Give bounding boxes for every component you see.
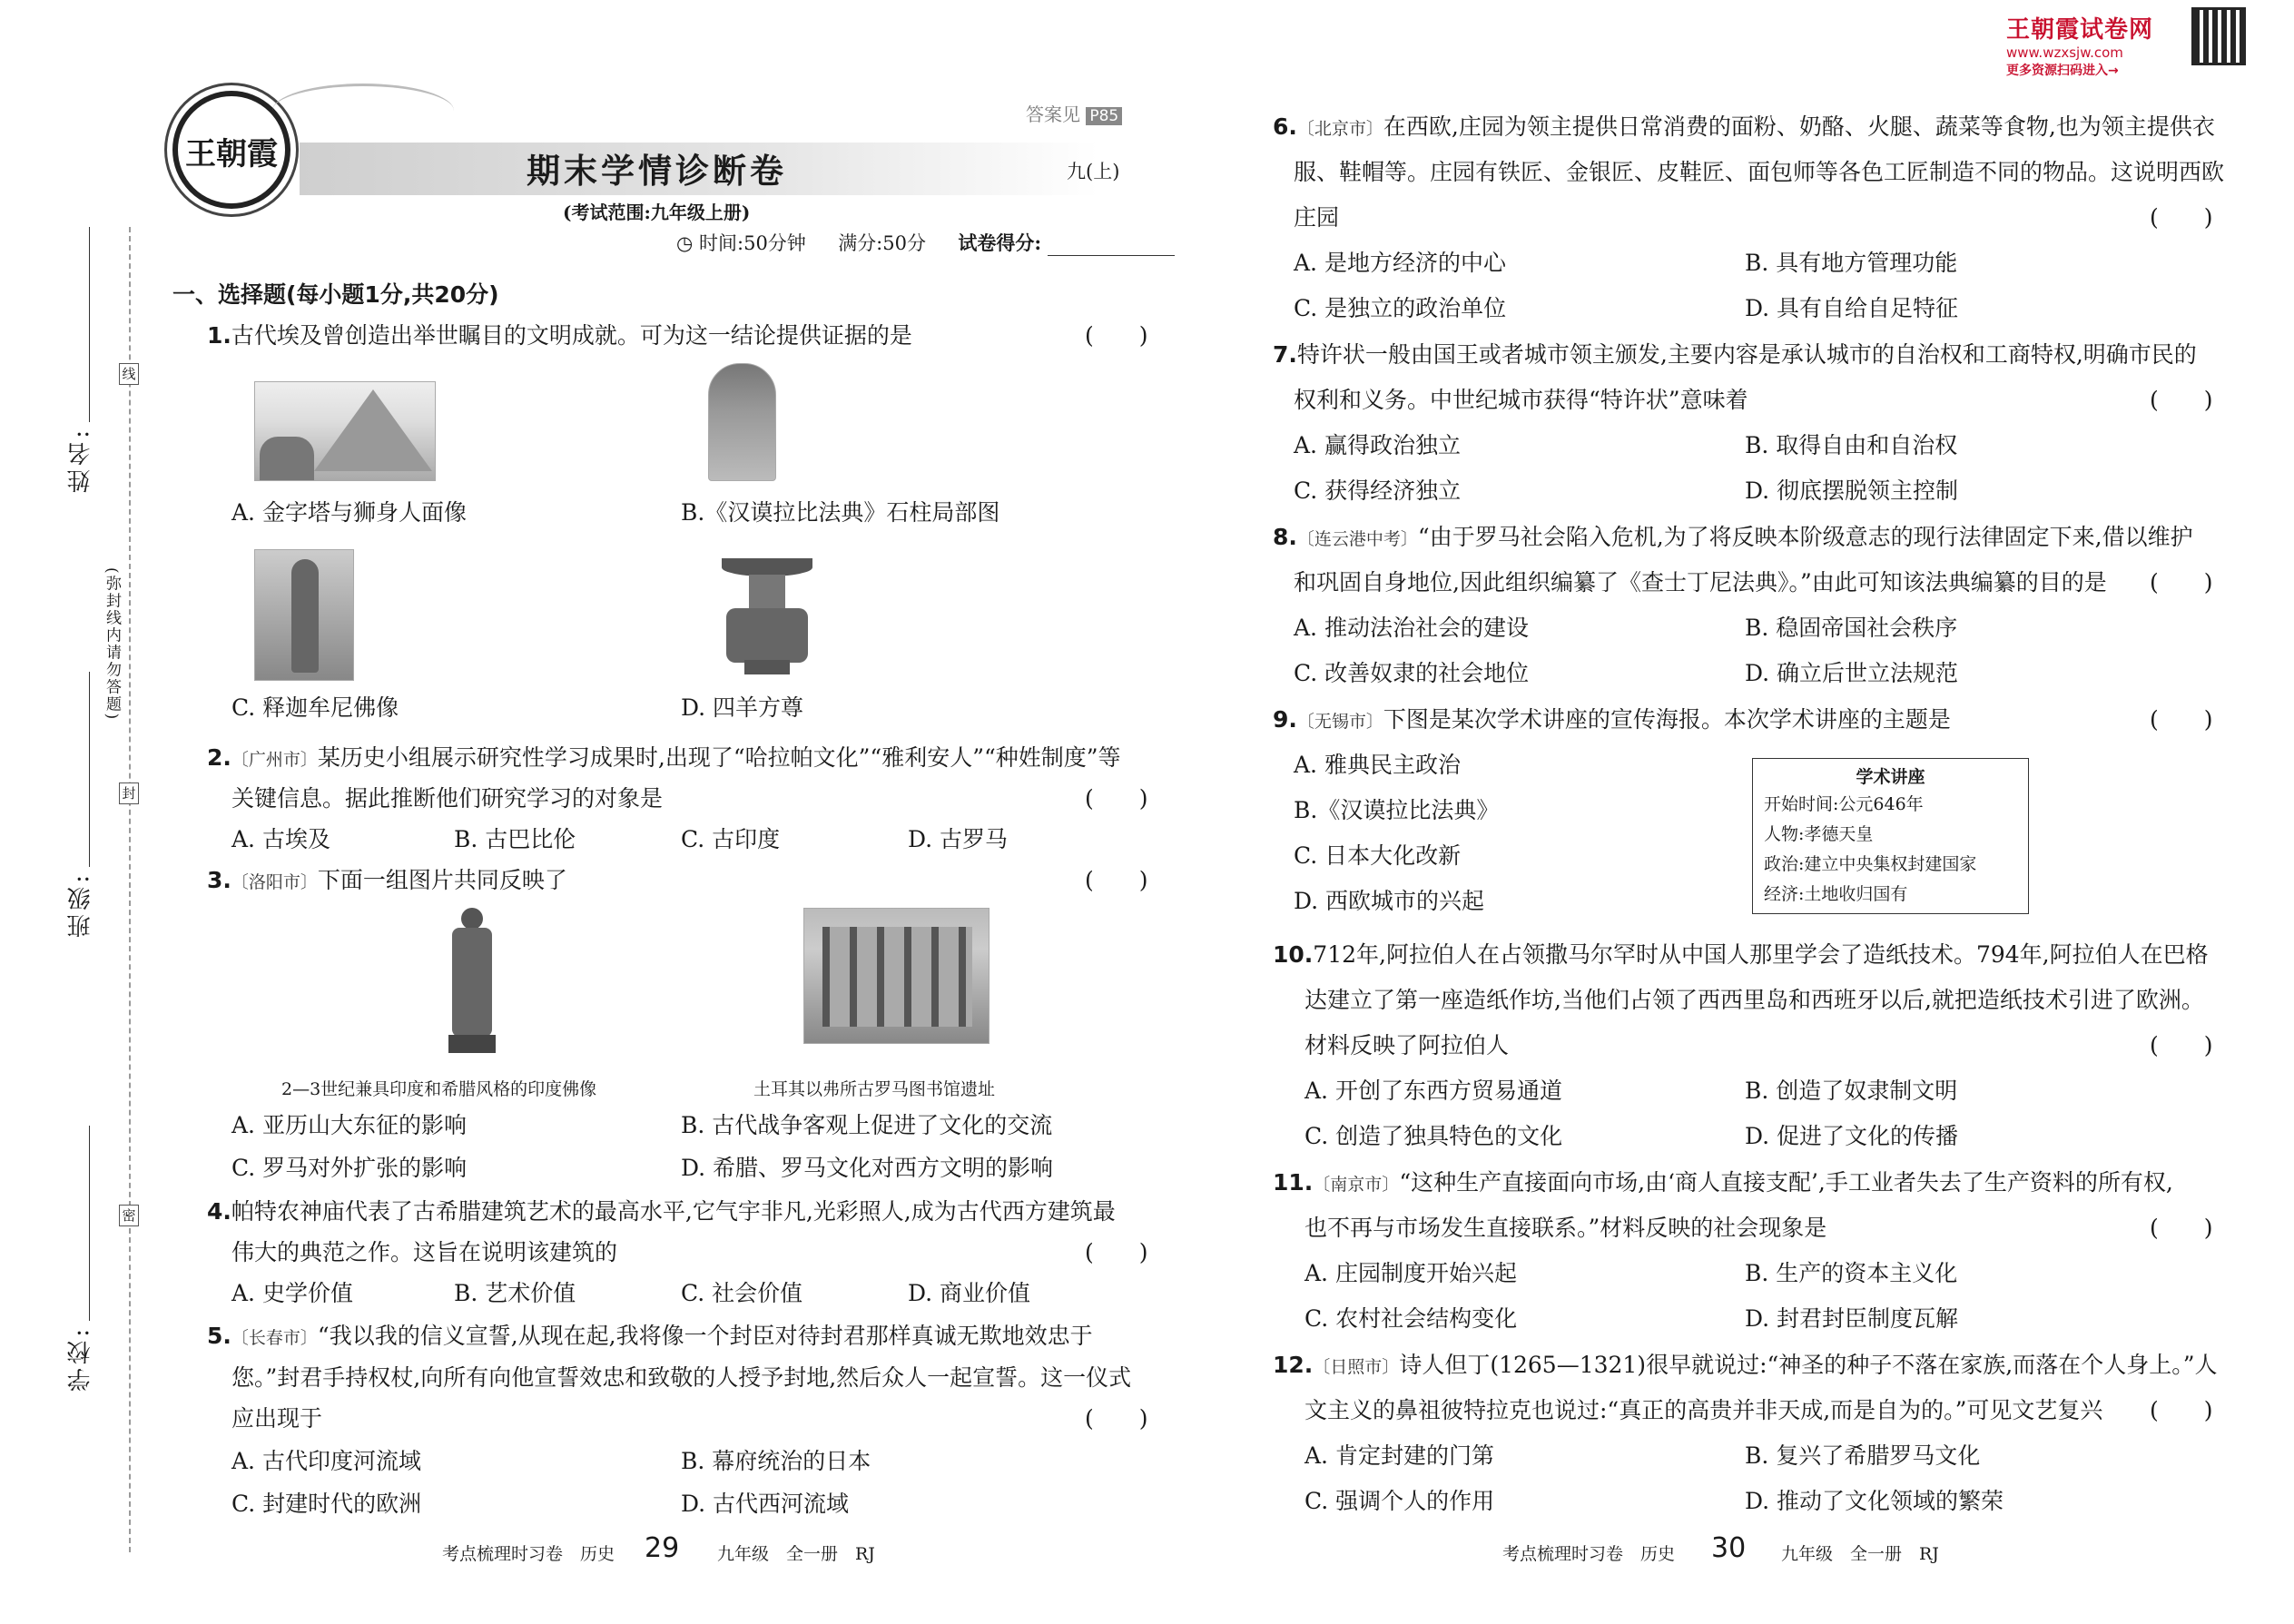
poster-title: 学术讲座 (1856, 767, 1925, 787)
q8-line-2: 和巩固自身地位,因此组织编纂了《查士丁尼法典》。”由此可知该法典编纂的目的是 (1294, 569, 2107, 595)
q6-line-2: 服、鞋帽等。庄园有铁匠、金银匠、皮鞋匠、面包师等各色工匠制造不同的物品。这说明西欧 (1294, 159, 2225, 185)
q12-option-d[interactable]: D. 推动了文化领域的繁荣 (1745, 1488, 2004, 1514)
q4-option-c[interactable]: C. 社会价值 (681, 1280, 803, 1306)
exam-score-blank[interactable] (1048, 238, 1175, 256)
question-10: 10.712年,阿拉伯人在占领撒马尔罕时从中国人那里学会了造纸技术。794年,阿拉伯人在巴格 (1273, 941, 2209, 968)
q1-option-b[interactable]: B.《汉谟拉比法典》石柱局部图 (681, 499, 1000, 526)
q5-answer-paren[interactable]: ( ) (1085, 1405, 1148, 1432)
q6-option-c[interactable]: C. 是独立的政治单位 (1294, 295, 1507, 321)
q1-option-d[interactable]: D. 四羊方尊 (681, 694, 804, 721)
poster-line-2: 人物:孝德天皇 (1764, 824, 1874, 844)
q9-option-a[interactable]: A. 雅典民主政治 (1294, 752, 1461, 778)
q8-answer-paren[interactable]: ( ) (2150, 569, 2213, 595)
q7-option-d[interactable]: D. 彻底摆脱领主控制 (1745, 477, 1959, 504)
q5-line-3: 应出现于 (231, 1405, 323, 1432)
exam-full-score: 满分:50分 (838, 232, 926, 254)
q12-option-c[interactable]: C. 强调个人的作用 (1305, 1488, 1495, 1514)
q2-option-d[interactable]: D. 古罗马 (908, 826, 1009, 852)
q6-option-d[interactable]: D. 具有自给自足特征 (1745, 295, 1959, 321)
q8-option-d[interactable]: D. 确立后世立法规范 (1745, 660, 1959, 686)
q4-option-d[interactable]: D. 商业价值 (908, 1280, 1031, 1306)
exam-scope: (考试范围:九年级上册) (563, 202, 751, 223)
image-gandhara-buddha (445, 908, 499, 1053)
q10-option-b[interactable]: B. 创造了奴隶制文明 (1745, 1078, 1958, 1104)
poster-line-1: 开始时间:公元646年 (1764, 794, 1924, 814)
q3-option-d[interactable]: D. 希腊、罗马文化对西方文明的影响 (681, 1155, 1054, 1181)
q3-answer-paren[interactable]: ( ) (1085, 867, 1148, 893)
q6-line-3: 庄园 (1294, 204, 1340, 231)
qr-code-icon[interactable] (2191, 7, 2246, 65)
q11-option-b[interactable]: B. 生产的资本主义化 (1745, 1260, 1958, 1286)
class-label: 班级: (67, 871, 94, 938)
page-number-right: 30 (1711, 1532, 1747, 1564)
q3-option-a[interactable]: A. 亚历山大东征的影响 (231, 1112, 467, 1138)
question-1: 1.古代埃及曾创造出举世瞩目的文明成就。可为这一结论提供证据的是 (207, 322, 912, 349)
seal-mark-seal: 封 (119, 782, 139, 804)
logo-text: 王朝霞 (185, 136, 278, 172)
q8-option-c[interactable]: C. 改善奴隶的社会地位 (1294, 660, 1530, 686)
q11-answer-paren[interactable]: ( ) (2150, 1215, 2213, 1241)
q12-option-b[interactable]: B. 复兴了希腊罗马文化 (1745, 1442, 1981, 1469)
q11-option-a[interactable]: A. 庄园制度开始兴起 (1305, 1260, 1517, 1286)
name-label: 姓名: (67, 427, 94, 493)
q12-line-2: 文主义的鼻祖彼特拉克也说过:“真正的高贵并非天成,而是自为的。”可见文艺复兴 (1305, 1397, 2103, 1423)
question-2: 2.〔广州市〕某历史小组展示研究性学习成果时,出现了“哈拉帕文化”“雅利安人”“种姓制度”等 (207, 744, 1121, 771)
question-6: 6.〔北京市〕在西欧,庄园为领主提供日常消费的面粉、奶酪、火腿、蔬菜等食物,也为领主提供衣 (1273, 113, 2215, 140)
q4-option-a[interactable]: A. 史学价值 (231, 1280, 353, 1306)
q3-option-b[interactable]: B. 古代战争客观上促进了文化的交流 (681, 1112, 1053, 1138)
q5-option-d[interactable]: D. 古代西河流域 (681, 1491, 850, 1517)
q2-option-c[interactable]: C. 古印度 (681, 826, 781, 852)
q6-option-a[interactable]: A. 是地方经济的中心 (1294, 250, 1506, 276)
lecture-poster (1752, 758, 2029, 914)
q8-option-b[interactable]: B. 稳固帝国社会秩序 (1745, 615, 1958, 641)
q3-option-c[interactable]: C. 罗马对外扩张的影响 (231, 1155, 468, 1181)
q9-answer-paren[interactable]: ( ) (2150, 706, 2213, 733)
q7-option-a[interactable]: A. 赢得政治独立 (1294, 432, 1461, 458)
q11-line-2: 也不再与市场发生直接联系。”材料反映的社会现象是 (1305, 1215, 1827, 1241)
page-number-left: 29 (645, 1532, 680, 1564)
q5-line-2: 您。”封君手持权杖,向所有向他宣誓效忠和致敬的人授予封地,然后众人一起宣誓。这一仪式 (231, 1364, 1132, 1391)
footer-right-grade: 九年级 全一册 RJ (1781, 1544, 1939, 1564)
question-5: 5.〔长春市〕“我以我的信义宣誓,从现在起,我将像一个封臣对待封君那样真诚无欺地效忠于 (207, 1323, 1093, 1349)
seal-line (129, 227, 131, 1552)
page-title: 期末学情诊断卷 (527, 152, 787, 191)
image-buddha-statue (254, 549, 354, 681)
seal-notice: (弥封线内请勿答题) (103, 567, 121, 722)
school-label: 学校: (67, 1325, 94, 1392)
question-4: 4.帕特农神庙代表了古希腊建筑艺术的最高水平,它气宇非凡,光彩照人,成为古代西方建筑最 (207, 1198, 1116, 1225)
q10-option-a[interactable]: A. 开创了东西方贸易通道 (1305, 1078, 1562, 1104)
q2-option-a[interactable]: A. 古埃及 (231, 826, 330, 852)
poster-line-3: 政治:建立中央集权封建国家 (1764, 854, 1977, 874)
q2-line-2: 关键信息。据此推断他们研究学习的对象是 (231, 785, 664, 812)
question-12: 12.〔日照市〕诗人但丁(1265—1321)很早就说过:“神圣的种子不落在家族,而落在个人身上。”人 (1273, 1352, 2218, 1378)
q9-option-b[interactable]: B.《汉谟拉比法典》 (1294, 797, 1500, 823)
q6-option-b[interactable]: B. 具有地方管理功能 (1745, 250, 1958, 276)
q5-option-b[interactable]: B. 幕府统治的日本 (681, 1448, 871, 1474)
q9-option-d[interactable]: D. 西欧城市的兴起 (1294, 888, 1485, 914)
footer-right-series: 考点梳理时习卷 历史 (1502, 1544, 1676, 1564)
image-four-ram-zun (708, 558, 826, 676)
answer-ref-page[interactable]: P85 (1086, 107, 1122, 125)
q12-answer-paren[interactable]: ( ) (2150, 1397, 2213, 1423)
watermark-slogan: 更多资源扫码进入→ (2006, 64, 2119, 78)
class-underline (89, 672, 90, 867)
q1-option-c[interactable]: C. 释迦牟尼佛像 (231, 694, 399, 721)
q11-option-d[interactable]: D. 封君封臣制度瓦解 (1745, 1305, 1959, 1332)
footer-left-grade: 九年级 全一册 RJ (717, 1544, 875, 1564)
q7-line-2: 权利和义务。中世纪城市获得“特许状”意味着 (1294, 387, 1748, 413)
q10-option-c[interactable]: C. 创造了独具特色的文化 (1305, 1123, 1563, 1149)
question-9: 9.〔无锡市〕下图是某次学术讲座的宣传海报。本次学术讲座的主题是 (1273, 706, 1951, 733)
question-11: 11.〔南京市〕“这种生产直接面向市场,由‘商人直接支配’,手工业者失去了生产资料的所有权, (1273, 1169, 2173, 1196)
q6-answer-paren[interactable]: ( ) (2150, 204, 2213, 231)
school-underline (89, 1126, 90, 1321)
exam-score-label: 试卷得分: (958, 231, 1042, 254)
clock-icon: ◷ (676, 232, 694, 254)
image-celsus-library (803, 908, 989, 1044)
q7-option-c[interactable]: C. 获得经济独立 (1294, 477, 1462, 504)
name-underline (89, 227, 90, 422)
footer-left-series: 考点梳理时习卷 历史 (442, 1544, 615, 1564)
poster-line-4: 经济:土地收归国有 (1764, 884, 1908, 904)
answer-ref (1026, 100, 1122, 126)
q3-caption-2: 土耳其以弗所古罗马图书馆遗址 (753, 1079, 996, 1099)
watermark-url: www.wzxsjw.com (2006, 44, 2123, 61)
q10-option-d[interactable]: D. 促进了文化的传播 (1745, 1123, 1959, 1149)
q1-answer-paren[interactable]: ( ) (1085, 322, 1148, 349)
q4-answer-paren[interactable]: ( ) (1085, 1239, 1148, 1265)
q4-option-b[interactable]: B. 艺术价值 (454, 1280, 576, 1306)
q10-line-2: 达建立了第一座造纸作坊,当他们占领了西西里岛和西班牙以后,就把造纸技术引进了欧洲。 (1305, 987, 2204, 1013)
q2-answer-paren[interactable]: ( ) (1085, 785, 1148, 812)
q2-option-b[interactable]: B. 古巴比伦 (454, 826, 576, 852)
exam-info (676, 229, 1175, 256)
q5-option-c[interactable]: C. 封建时代的欧洲 (231, 1491, 422, 1517)
q9-option-c[interactable]: C. 日本大化改新 (1294, 842, 1462, 869)
q7-option-b[interactable]: B. 取得自由和自治权 (1745, 432, 1958, 458)
grade-tag: 九(上) (1067, 161, 1120, 182)
q10-line-3: 材料反映了阿拉伯人 (1305, 1032, 1510, 1058)
q8-option-a[interactable]: A. 推动法治社会的建设 (1294, 615, 1529, 641)
question-8: 8.〔连云港中考〕“由于罗马社会陷入危机,为了将反映本阶级意志的现行法律固定下来,借以维护 (1273, 524, 2193, 550)
image-pyramid-sphinx (254, 381, 436, 481)
q3-caption-1: 2—3世纪兼具印度和希腊风格的印度佛像 (281, 1079, 597, 1099)
ribbon-decoration (272, 84, 454, 138)
question-3: 3.〔洛阳市〕下面一组图片共同反映了 (207, 867, 567, 893)
seal-mark-secret: 密 (119, 1205, 139, 1226)
q7-answer-paren[interactable]: ( ) (2150, 387, 2213, 413)
exam-time: 时间:50分钟 (699, 232, 806, 254)
q1-text: 古代埃及曾创造出举世瞩目的文明成就。可为这一结论提供证据的是 (231, 322, 912, 349)
q1-option-a[interactable]: A. 金字塔与狮身人面像 (231, 499, 467, 526)
section-heading: 一、选择题(每小题1分,共20分) (172, 281, 499, 308)
q12-option-a[interactable]: A. 肯定封建的门第 (1305, 1442, 1494, 1469)
answer-ref-label: 答案见 (1026, 103, 1080, 125)
q10-answer-paren[interactable]: ( ) (2150, 1032, 2213, 1058)
question-7: 7.特许状一般由国王或者城市领主颁发,主要内容是承认城市的自治权和工商特权,明确市民的 (1273, 341, 2197, 368)
q4-line-2: 伟大的典范之作。这旨在说明该建筑的 (231, 1239, 618, 1265)
q5-option-a[interactable]: A. 古代印度河流域 (231, 1448, 421, 1474)
image-hammurabi-stele (708, 363, 776, 481)
q11-option-c[interactable]: C. 农村社会结构变化 (1305, 1305, 1518, 1332)
watermark-brand: 王朝霞试卷网 (2006, 16, 2154, 44)
seal-mark-line: 线 (119, 363, 139, 385)
